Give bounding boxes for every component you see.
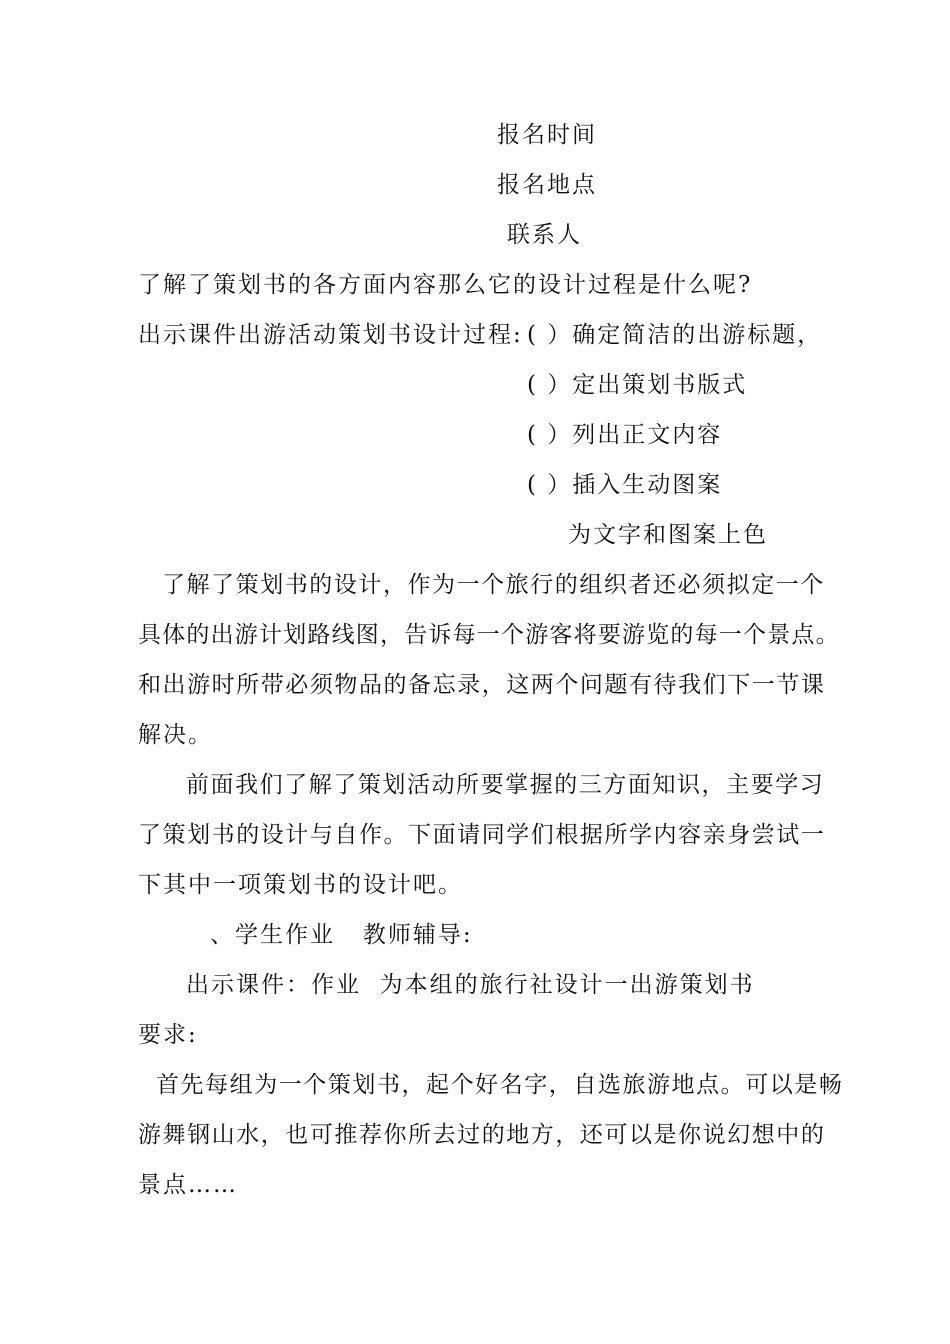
paragraph2-line-3: 下其中一项策划书的设计吧。 [138,872,463,898]
paragraph1-line-1: 了解了策划书的设计，作为一个旅行的组织者还必须拟定一个 [162,572,825,598]
paragraph3-line-2: 游舞钢山水，也可推荐你所去过的地方，还可以是你说幻想中的 [138,1122,826,1148]
process-step-5: 为文字和图案上色 [568,522,768,548]
process-step-2: ( ）定出策划书版式 [527,372,748,398]
requirements-label: 要求: [138,1022,198,1048]
signup-location-item: 报名地点 [497,172,597,198]
paragraph2-line-2: 了策划书的设计与自作。下面请同学们根据所学内容亲身尝试一 [138,822,826,848]
process-step-1: ( ）确定简洁的出游标题， [527,322,823,348]
process-step-3: ( ）列出正文内容 [527,422,723,448]
section-heading: 、学生作业 教师辅导: [210,922,473,948]
paragraph1-line-4: 解决。 [138,722,213,748]
contact-person-item: 联系人 [507,222,582,248]
intro-question: 了解了策划书的各方面内容那么它的设计过程是什么呢? [138,272,753,298]
paragraph1-line-3: 和出游时所带必须物品的备忘录，这两个问题有待我们下一节课 [138,672,826,698]
paragraph3-line-3: 景点…… [138,1172,238,1198]
process-step-4: ( ）插入生动图案 [527,472,723,498]
signup-time-item: 报名时间 [497,122,597,148]
paragraph3-line-1: 首先每组为一个策划书，起个好名字，自选旅游地点。可以是畅 [156,1072,844,1098]
process-lead: 出示课件出游活动策划书设计过程: [138,322,523,348]
paragraph2-line-1: 前面我们了解了策划活动所要掌握的三方面知识，主要学习 [186,772,825,798]
paragraph1-line-2: 具体的出游计划路线图，告诉每一个游客将要游览的每一个景点。 [138,622,840,648]
assignment-line: 出示课件：作业 为本组的旅行社设计一出游策划书 [186,972,755,998]
